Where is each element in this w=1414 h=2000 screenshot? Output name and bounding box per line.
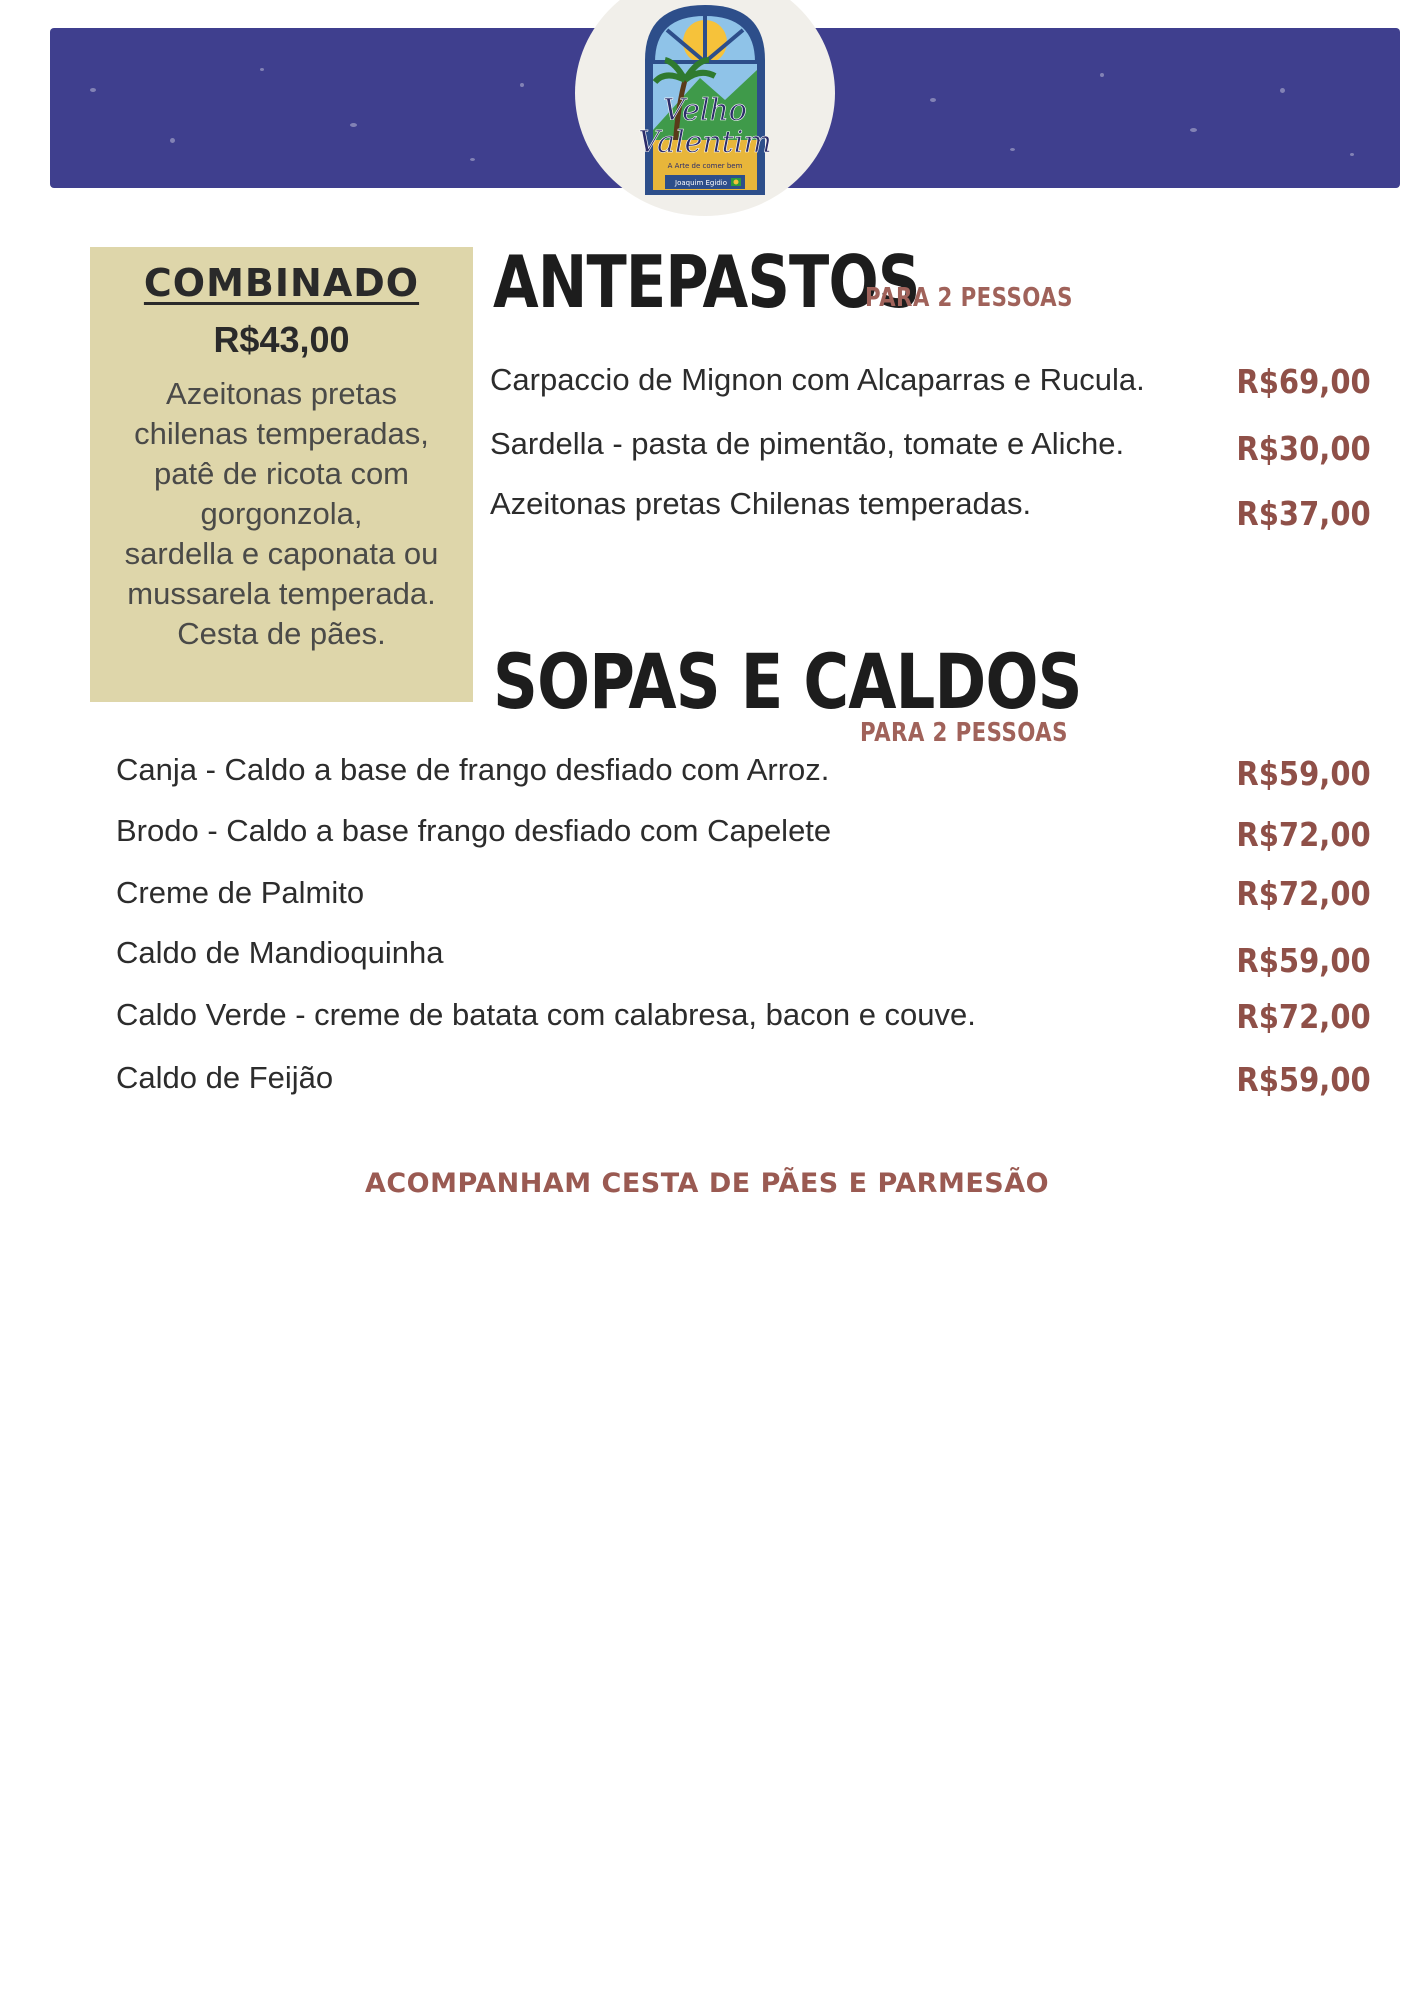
sopa-item-name: Caldo de Feijão xyxy=(116,1060,334,1095)
sopa-item-name: Brodo - Caldo a base frango desfiado com Capelete xyxy=(116,813,832,848)
combo-desc-line: patê de ricota com xyxy=(153,456,410,491)
combo-desc-line: Azeitonas pretas xyxy=(166,376,397,411)
svg-text:Joaquim Egidio: Joaquim Egidio xyxy=(675,179,727,187)
sopa-item-name: Caldo de Mandioquinha xyxy=(116,935,444,970)
antepasto-item-name: Azeitonas pretas Chilenas temperadas. xyxy=(490,486,1032,521)
combo-description xyxy=(98,374,465,654)
antepasto-item-price: R$37,00 xyxy=(1236,494,1371,533)
combo-desc-line: mussarela temperada. xyxy=(127,576,436,611)
sopa-item-name: Caldo Verde - creme de batata com calabresa, bacon e couve. xyxy=(116,997,976,1032)
sopas-tag: PARA 2 PESSOAS xyxy=(860,718,1068,748)
combo-desc-line: chilenas temperadas, xyxy=(134,416,429,451)
antepastos-title: ANTEPASTOS xyxy=(493,240,920,324)
sopa-item-price: R$59,00 xyxy=(1236,754,1371,793)
sopa-item-price: R$72,00 xyxy=(1236,874,1371,913)
antepasto-item-name: Carpaccio de Mignon com Alcaparras e Rucula. xyxy=(490,362,1145,397)
sopa-item-name: Canja - Caldo a base de frango desfiado com Arroz. xyxy=(116,752,830,787)
svg-text:Valentim: Valentim xyxy=(638,125,772,160)
combo-desc-line: Cesta de pães. xyxy=(177,616,386,651)
sopas-title: SOPAS E CALDOS xyxy=(493,637,1082,726)
antepasto-item-price: R$30,00 xyxy=(1236,429,1371,468)
combo-title: COMBINADO xyxy=(143,261,420,305)
restaurant-logo-icon xyxy=(605,0,805,195)
antepasto-item-price: R$69,00 xyxy=(1236,362,1371,401)
sopa-item-price: R$59,00 xyxy=(1236,941,1371,980)
combo-desc-line: sardella e caponata ou xyxy=(124,536,439,571)
antepasto-item-name: Sardella - pasta de pimentão, tomate e Aliche. xyxy=(490,426,1125,461)
svg-text:Velho: Velho xyxy=(663,93,747,128)
combo-box xyxy=(90,247,473,702)
sopa-item-price: R$72,00 xyxy=(1236,815,1371,854)
sopa-item-name: Creme de Palmito xyxy=(116,875,365,910)
footer-note: ACOMPANHAM CESTA DE PÃES E PARMESÃO xyxy=(364,1168,1050,1199)
svg-text:A Arte de comer bem: A Arte de comer bem xyxy=(667,162,743,170)
combo-desc-line: gorgonzola, xyxy=(200,496,363,531)
sopa-item-price: R$72,00 xyxy=(1236,997,1371,1036)
combo-price: R$43,00 xyxy=(213,319,350,360)
sopa-item-price: R$59,00 xyxy=(1236,1060,1371,1099)
antepastos-tag: PARA 2 PESSOAS xyxy=(865,283,1073,313)
